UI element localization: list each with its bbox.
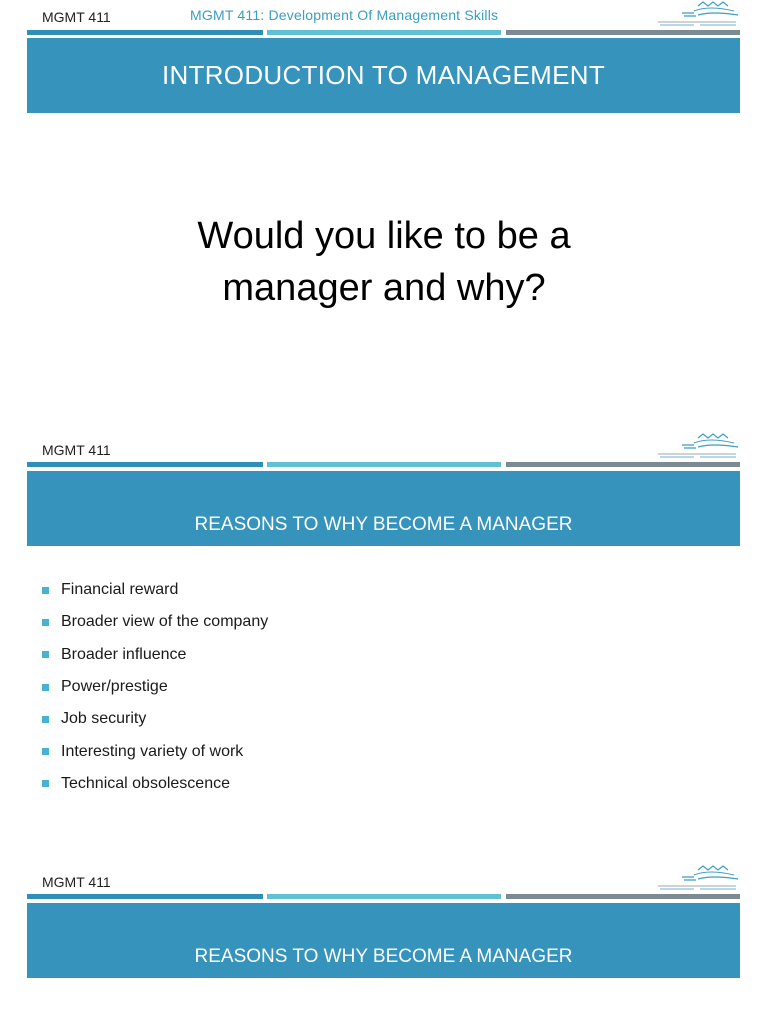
list-item [42,703,268,735]
slide-title: REASONS TO WHY BECOME A MANAGER [194,946,573,967]
divider-bar-gray [506,30,740,35]
slide-title-banner [27,903,740,978]
list-item-text: Financial reward [61,581,179,599]
question-line-1: Would you like to be a [197,215,571,257]
list-item [42,639,268,671]
slide-1 [0,0,768,420]
list-item-text: Interesting variety of work [61,742,244,760]
divider-bar-light [267,894,501,899]
course-code: MGMT 411 [42,9,111,25]
list-item-text: Broader view of the company [61,613,269,631]
university-logo-icon [654,433,740,459]
square-bullet-icon [42,619,49,626]
slide-2 [0,430,768,850]
square-bullet-icon [42,684,49,691]
slide-title-banner [27,471,740,546]
slide-title: INTRODUCTION TO MANAGEMENT [161,60,606,90]
deck-title: MGMT 411: Development Of Management Skills [190,7,499,23]
divider-bar-dark [27,30,263,35]
list-item [42,768,268,800]
list-item-text: Broader influence [61,645,187,663]
list-item-text: Job security [61,710,147,728]
question-line-2: manager and why? [222,267,546,309]
list-item-text: Power/prestige [61,678,168,696]
square-bullet-icon [42,780,49,787]
list-item [42,671,268,703]
slide-3 [0,862,768,1024]
list-item [42,574,268,606]
list-item [42,606,268,638]
slide-title: REASONS TO WHY BECOME A MANAGER [194,514,573,535]
question-text [0,210,768,314]
divider-bar-dark [27,894,263,899]
divider-bar-gray [506,462,740,467]
divider-bar-light [267,30,501,35]
square-bullet-icon [42,748,49,755]
divider-bar-light [267,462,501,467]
square-bullet-icon [42,587,49,594]
list-item [42,735,268,767]
university-logo-icon [654,865,740,891]
divider-bar-dark [27,462,263,467]
square-bullet-icon [42,651,49,658]
course-code: MGMT 411 [42,442,111,458]
divider-bar-gray [506,894,740,899]
course-code: MGMT 411 [42,874,111,890]
reasons-list [42,574,268,800]
square-bullet-icon [42,716,49,723]
university-logo-icon [654,1,740,27]
slide-title-banner [27,38,740,113]
list-item-text: Technical obsolescence [61,774,230,792]
